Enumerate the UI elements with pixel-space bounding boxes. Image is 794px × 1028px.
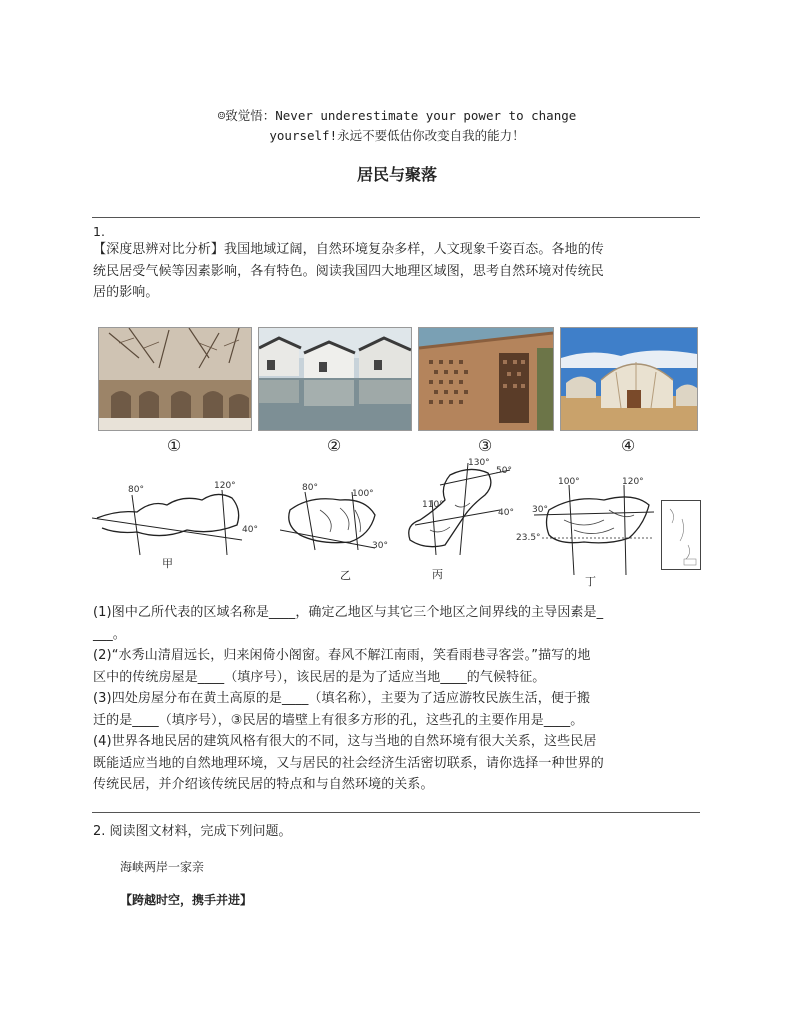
inset-map bbox=[661, 500, 701, 570]
question-1-subquestions bbox=[93, 602, 701, 796]
motto-line-2: yourself!永远不要低估你改变自我的能力！ bbox=[269, 128, 525, 143]
sub-4-line-1: (4)世界各地民居的建筑风格有很大的不同，这与当地的自然环境有很大关系，这些民居 bbox=[93, 734, 597, 749]
map-bing-tick-4: 40° bbox=[498, 508, 514, 518]
map-ding-tick-3: 30° bbox=[532, 505, 548, 515]
map-ding bbox=[514, 470, 659, 584]
map-jia-tick-2: 120° bbox=[214, 481, 236, 491]
map-jia-tick-1: 80° bbox=[128, 485, 144, 495]
sub-2-line-2: 区中的传统房屋是____（填序号），该民居的是为了适应当地____的气候特征。 bbox=[93, 669, 546, 685]
sub-3-line-2: 迁的是____（填序号），③民居的墙壁上有很多方形的孔，这些孔的主要作用是____。 bbox=[93, 712, 584, 728]
sub-4-line-3: 传统民居，并介绍该传统民居的特点和与自然环境的关系。 bbox=[93, 777, 434, 792]
photo-label-3: ③ bbox=[477, 436, 493, 455]
photo-label-4: ④ bbox=[620, 436, 636, 455]
map-jia-tick-3: 40° bbox=[242, 525, 258, 535]
photo-perforated-wall bbox=[418, 327, 554, 431]
intro-line-2: 统民居受气候等因素影响，各有特色。阅读我国四大地理区域图，思考自然环境对传统民 bbox=[93, 263, 604, 279]
intro-line-3: 居的影响。 bbox=[93, 285, 159, 300]
page-title: 居民与聚落 bbox=[356, 165, 437, 184]
map-jia bbox=[92, 470, 262, 564]
photo-cave-dwelling bbox=[98, 327, 252, 431]
question-2-section-heading: 【跨越时空，携手并进】 bbox=[120, 893, 253, 907]
motto bbox=[0, 106, 794, 146]
motto-line-1: ☺致觉悟：Never underestimate your power to change bbox=[217, 108, 577, 123]
map-bing bbox=[400, 455, 520, 569]
map-label-ding: 丁 bbox=[585, 575, 596, 588]
map-ding-tick-1: 100° bbox=[558, 477, 580, 487]
photo-label-2: ② bbox=[326, 436, 342, 455]
question-1-number: 1. bbox=[93, 224, 105, 239]
photo-label-1: ① bbox=[166, 436, 182, 455]
question-2-text: 2. 阅读图文材料，完成下列问题。 bbox=[93, 824, 292, 839]
map-bing-tick-3: 110° bbox=[422, 500, 444, 510]
photo-water-town bbox=[258, 327, 412, 431]
divider-middle bbox=[92, 812, 700, 813]
map-label-bing: 丙 bbox=[432, 568, 443, 581]
sub-4-line-2: 既能适应当地的自然地理环境，又与居民的社会经济生活密切联系，请你选择一种世界的 bbox=[93, 755, 604, 771]
map-ding-tick-2: 120° bbox=[622, 477, 644, 487]
map-yi-tick-3: 30° bbox=[372, 541, 388, 551]
map-yi bbox=[280, 470, 400, 564]
map-bing-tick-1: 130° bbox=[468, 458, 490, 468]
question-1-intro bbox=[93, 239, 701, 304]
intro-line-1: 【深度思辨对比分析】我国地域辽阔，自然环境复杂多样，人文现象千姿百态。各地的传 bbox=[93, 242, 604, 257]
map-label-yi: 乙 bbox=[340, 569, 351, 582]
sub-1-line-2: ___。 bbox=[93, 626, 126, 642]
question-2-subheading: 海峡两岸一家亲 bbox=[120, 860, 205, 874]
map-yi-tick-2: 100° bbox=[352, 489, 374, 499]
map-ding-tick-4: 23.5° bbox=[516, 533, 541, 543]
sub-3-line-1: (3)四处房屋分布在黄土高原的是____（填名称），主要为了适应游牧民族生活，便于搬 bbox=[93, 691, 591, 706]
divider-top bbox=[92, 217, 700, 218]
map-yi-tick-1: 80° bbox=[302, 483, 318, 493]
map-label-jia: 甲 bbox=[162, 557, 173, 570]
sub-2-line-1: (2)“水秀山清眉远长，归来闲倚小阁窗。春风不解江南雨，笑看雨巷寻客尝。”描写的地 bbox=[93, 648, 591, 663]
photo-yurts bbox=[560, 327, 698, 431]
sub-1-line-1: (1)图中乙所代表的区域名称是____，确定乙地区与其它三个地区之间界线的主导因素是_ bbox=[93, 605, 604, 620]
map-bing-tick-2: 50° bbox=[496, 466, 512, 476]
